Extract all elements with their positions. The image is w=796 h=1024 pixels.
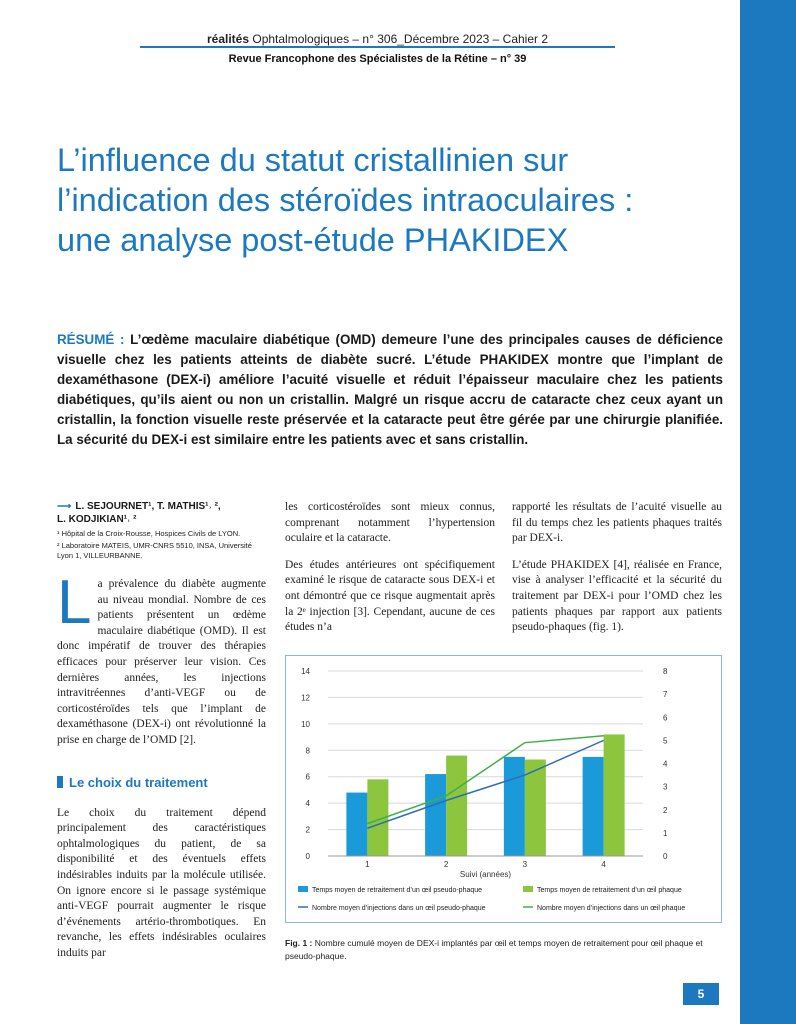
col2-paragraph-1: les corticostéroïdes sont mieux connus, comprenant notamment l’hypertension oculaire et la cataracte. (285, 501, 495, 545)
column-3 (512, 500, 722, 636)
legend-swatch (298, 886, 308, 892)
title-line-1: L’influence du statut cristallinien sur (57, 142, 569, 178)
bar (346, 793, 367, 856)
section-heading-text: Le choix du traitement (69, 774, 208, 790)
section-heading (57, 775, 266, 790)
section-paragraph: Le choix du traitement dépend principalement des caractéristiques ophtalmologiques du patient, de sa disponibilité et des éventuels effets indésirables induits par la molécule utilisée. On ignore encore si le passage systémique anti-VEGF pourrait augmenter le risque d’événements artério-thrombotiques. En revanche, les effets indésirables oculaires induits par (57, 806, 266, 959)
chart-svg (286, 656, 723, 924)
affiliation-2: ² Laboratoire MATEIS, UMR-CNRS 5510, INSA, Université Lyon 1, VILLEURBANNE. (57, 541, 252, 560)
caption-text: Nombre cumulé moyen de DEX-i implantés par œil et temps moyen de retraitement pour œil phaque et pseudo-phaque. (285, 938, 703, 961)
col3-paragraph-2: L’étude PHAKIDEX [4], réalisée en France, vise à analyser l’efficacité et la sécurité du traitement par DEX-i pour l’OMD chez les patients phaques par rapport aux patients pseudo-phaques (fig. 1). (512, 558, 722, 634)
y-left-tick-label: 6 (305, 772, 310, 782)
bar (446, 756, 467, 856)
title-line-3: une analyse post-étude PHAKIDEX (57, 222, 569, 258)
y-left-tick-label: 4 (305, 799, 310, 809)
y-right-tick-label: 5 (663, 736, 668, 746)
authors-line-2: L. KODJIKIAN¹˒ ² (57, 514, 137, 525)
series-line (367, 740, 603, 828)
legend-label: Nombre moyen d’injections dans un œil pseudo-phaque (312, 905, 486, 912)
y-right-tick-label: 4 (663, 759, 668, 769)
bar (425, 774, 446, 856)
page-number: 5 (683, 983, 719, 1005)
abstract-text: L’œdème maculaire diabétique (OMD) demeure l’une des principales causes de déficience visuelle chez les patients atteints de diabète sucré. L’étude PHAKIDEX montre que l’implant de dexaméthasone (DEX-i) améliore l’acuité visuelle et réduit l’épaisseur maculaire chez les patients diabétiques, qu’ils aient ou non un cristallin. Malgré un risque accru de cataracte chez ceux ayant un cristallin, la fonction visuelle reste préservée et la cataracte peut être gérée par une chirurgie planifiée. La sécurité du DEX-i est similaire entre les patients avec et sans cristallin. (57, 332, 723, 447)
journal-issue: Ophtalmologiques – n° 306_Décembre 2023 – Cahier 2 (252, 32, 549, 46)
authors (57, 500, 266, 526)
y-right-tick-label: 2 (663, 805, 668, 815)
abstract-label: RÉSUMÉ : (57, 332, 125, 347)
y-right-tick-label: 6 (663, 713, 668, 723)
authors-line-1: L. SEJOURNET¹, T. MATHIS¹˒ ², (75, 501, 221, 512)
column-2 (285, 500, 495, 636)
x-tick-label: 2 (443, 860, 449, 869)
legend-swatch (523, 886, 533, 892)
y-right-tick-label: 7 (663, 690, 668, 700)
legend-label: Nombre moyen d’injections dans un œil phaque (537, 905, 686, 912)
sidebar-color-band (740, 0, 796, 1024)
bar (604, 734, 625, 856)
bar (583, 757, 604, 856)
title-line-2: l’indication des stéroïdes intraoculaires : (57, 182, 634, 218)
header-rule (140, 46, 615, 48)
x-tick-label: 3 (522, 860, 528, 869)
y-left-tick-label: 12 (301, 693, 310, 703)
y-right-tick-label: 8 (663, 667, 668, 676)
intro-text: a prévalence du diabète augmente au niveau mondial. Nombre de ces patients présentent un œdème maculaire diabétique (OMD). Il est donc impératif de trouver des thérapies efficaces pour préserver leur vision. Ces dernières années, les injections intravitréennes d’anti-VEGF ou de corticostéroïdes tels que l’implant de dexaméthasone (DEX-i) ont révolutionné la prise en charge de l’OMD [2]. (57, 578, 266, 746)
y-left-tick-label: 8 (305, 746, 310, 756)
journal-brand: réalités (206, 32, 250, 46)
caption-label: Fig. 1 : (285, 938, 313, 948)
x-tick-label: 1 (365, 860, 370, 869)
drop-cap: L (57, 568, 92, 637)
y-left-tick-label: 0 (305, 852, 310, 861)
figure-1-chart (285, 655, 722, 923)
legend-label: Temps moyen de retraitement d’un œil phaque (537, 887, 682, 894)
y-left-tick-label: 2 (305, 825, 310, 835)
figure-caption (285, 937, 722, 962)
column-1 (57, 500, 266, 961)
article-title (57, 140, 737, 260)
col3-paragraph-1: rapporté les résultats de l’acuité visuelle au fil du temps chez les patients phaques traités par DEX-i. (512, 501, 722, 545)
journal-header (140, 32, 615, 46)
x-axis-label: Suivi (années) (459, 870, 512, 879)
affiliation-1: ¹ Hôpital de la Croix-Rousse, Hospices Civils de LYON. (57, 529, 241, 538)
y-right-tick-label: 1 (663, 828, 668, 838)
y-right-tick-label: 0 (663, 852, 668, 861)
col2-paragraph-2: Des études antérieures ont spécifiquement examiné le risque de cataracte sous DEX-i et ont démontré que ce risque augmentait après la 2ᵉ injection [3]. Cependant, aucune de ces études n’a (285, 558, 495, 634)
x-tick-label: 4 (601, 860, 606, 869)
legend-label: Temps moyen de retraitement d’un œil pseudo-phaque (312, 887, 483, 894)
y-left-tick-label: 10 (301, 719, 310, 729)
intro-paragraph (57, 568, 266, 749)
abstract (57, 330, 723, 450)
arrow-right-icon: ⟶ (57, 501, 72, 512)
y-left-tick-label: 14 (301, 667, 310, 676)
journal-subtitle: Revue Francophone des Spécialistes de la Rétine – n° 39 (228, 53, 527, 65)
y-right-tick-label: 3 (663, 782, 668, 792)
bar (504, 757, 525, 856)
square-bullet-icon (57, 776, 63, 788)
series-line (367, 736, 603, 824)
